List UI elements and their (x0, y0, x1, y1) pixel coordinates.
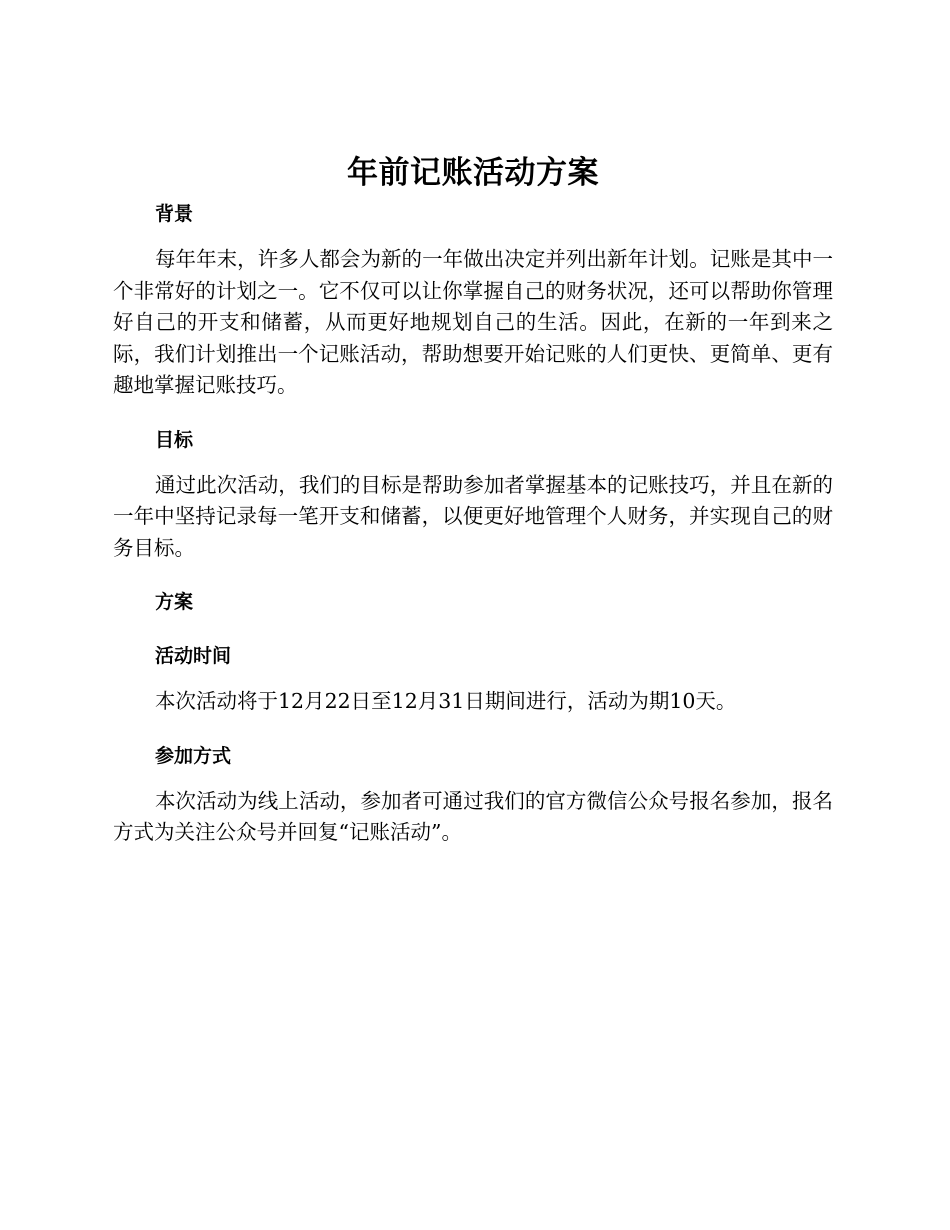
section-heading-background: 背景 (155, 203, 194, 225)
section-heading-time: 活动时间 (155, 645, 232, 667)
section-paragraph-background: 每年年末，许多人都会为新的一年做出决定并列出新年计划。记账是其中一个非常好的计划之一。它不仅可以让你掌握自己的财务状况，还可以帮助你管理好自己的开支和储蓄，从而更好地规划自己的生活。因此，在新的一年到来之际，我们计划推出一个记账活动，帮助想要开始记账的人们更快、更简单、更有趣地掌握记账技巧。 (113, 247, 833, 397)
section-paragraph-method: 本次活动为线上活动，参加者可通过我们的官方微信公众号报名参加，报名方式为关注公众号并回复“记账活动”。 (113, 788, 833, 844)
section-heading-goal: 目标 (155, 428, 194, 451)
section-heading-method: 参加方式 (155, 744, 232, 767)
document-body (113, 150, 833, 849)
section-heading-plan: 方案 (155, 591, 194, 613)
section-paragraph-time: 本次活动将于12月22日至12月31日期间进行，活动为期10天。 (155, 689, 737, 713)
document-title: 年前记账活动方案 (347, 155, 599, 191)
section-paragraph-goal: 通过此次活动，我们的目标是帮助参加者掌握基本的记账技巧，并且在新的一年中坚持记录每一笔开支和储蓄，以便更好地管理个人财务，并实现自己的财务目标。 (113, 472, 833, 560)
